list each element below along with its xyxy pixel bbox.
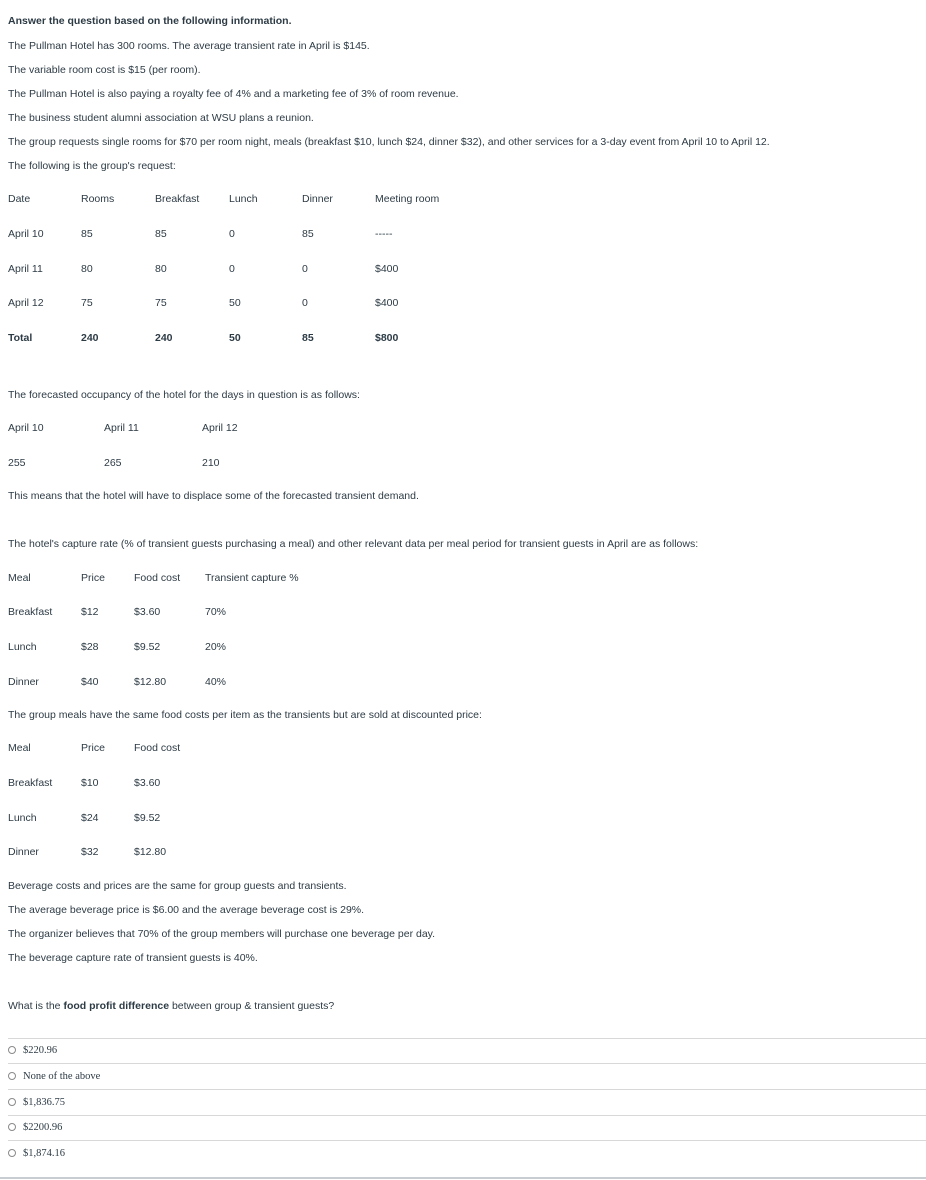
table-cell: 0 [302,297,308,309]
occupancy-value: 265 [104,457,122,469]
beverage-line: The average beverage price is $6.00 and the average beverage cost is 29%. [8,904,365,916]
transient-meals-intro: The hotel's capture rate (% of transient guests purchasing a meal) and other relevant data per meal period for transient guests in April are as follows: [8,538,699,550]
table-cell: Dinner [8,676,39,688]
table-total-cell: 240 [155,332,173,344]
beverage-line: Beverage costs and prices are the same for group guests and transients. [8,880,347,892]
table-cell: $400 [375,297,399,309]
table-total-cell: 240 [81,332,99,344]
radio-icon[interactable] [8,1046,16,1054]
table-cell: Lunch [8,641,37,653]
table-cell: $12.80 [134,846,167,858]
bottom-border [0,1177,926,1179]
question-heading: Answer the question based on the following information. [8,15,292,27]
answer-option[interactable] [8,1069,100,1083]
table-header: Meal [8,742,31,754]
intro-line: The Pullman Hotel has 300 rooms. The average transient rate in April is $145. [8,40,370,52]
option-divider [8,1063,926,1064]
table-cell: 40% [205,676,227,688]
radio-icon[interactable] [8,1098,16,1106]
radio-icon[interactable] [8,1123,16,1131]
table-cell: $3.60 [134,777,161,789]
answer-option-label: $220.96 [23,1044,58,1056]
table-cell: $9.52 [134,812,161,824]
table-cell: 0 [229,228,235,240]
table-cell: 0 [229,263,235,275]
intro-line: The variable room cost is $15 (per room). [8,64,201,76]
table-cell: $9.52 [134,641,161,653]
table-cell: $40 [81,676,99,688]
option-divider [8,1089,926,1090]
answer-option[interactable] [8,1095,65,1109]
table-header: Price [81,572,105,584]
table-cell: 75 [155,297,167,309]
intro-line: The business student alumni association at WSU plans a reunion. [8,112,314,124]
table-cell: April 10 [8,228,44,240]
table-cell: Lunch [8,812,37,824]
question-prefix: What is the [8,1000,64,1012]
intro-line: The group requests single rooms for $70 per room night, meals (breakfast $10, lunch $24, dinner $32), and other services for a 3-day event from April 10 to April 12. [8,136,770,148]
table-cell: 20% [205,641,227,653]
radio-icon[interactable] [8,1149,16,1157]
table-cell: 75 [81,297,93,309]
answer-option[interactable] [8,1043,57,1057]
option-divider [8,1140,926,1141]
table-header: Meal [8,572,31,584]
answer-option-label: $1,874.16 [23,1147,65,1159]
question-suffix: between group & transient guests? [169,1000,335,1012]
occupancy-date: April 10 [8,422,44,434]
intro-line: The following is the group's request: [8,160,176,172]
table-total-cell: 50 [229,332,241,344]
table-header: Food cost [134,572,181,584]
table-cell: 85 [81,228,93,240]
table-header: Lunch [229,193,258,205]
answer-option-label: $2200.96 [23,1121,63,1133]
table-header: Food cost [134,742,181,754]
table-cell: 85 [302,228,314,240]
table-header: Price [81,742,105,754]
option-divider [8,1115,926,1116]
occupancy-date: April 11 [104,422,139,434]
table-total-cell: Total [8,332,33,344]
occupancy-value: 255 [8,457,26,469]
table-cell: Dinner [8,846,39,858]
table-cell: $28 [81,641,99,653]
table-cell: $12 [81,606,99,618]
table-cell: 50 [229,297,241,309]
table-header: Dinner [302,193,333,205]
table-cell: $10 [81,777,99,789]
occupancy-date: April 12 [202,422,238,434]
table-cell: 80 [155,263,167,275]
table-cell: $24 [81,812,99,824]
table-cell: 85 [155,228,167,240]
occupancy-note: This means that the hotel will have to displace some of the forecasted transient demand. [8,490,419,502]
table-cell: 70% [205,606,227,618]
table-cell: Breakfast [8,777,53,789]
table-header: Meeting room [375,193,440,205]
option-divider [8,1038,926,1039]
table-cell: April 12 [8,297,44,309]
table-header: Date [8,193,31,205]
group-meals-intro: The group meals have the same food costs per item as the transients but are sold at discounted price: [8,709,482,721]
question-text [8,1000,334,1013]
beverage-line: The organizer believes that 70% of the group members will purchase one beverage per day. [8,928,436,940]
table-header: Rooms [81,193,115,205]
table-cell: $3.60 [134,606,161,618]
table-cell: $400 [375,263,399,275]
table-cell: $12.80 [134,676,167,688]
occupancy-value: 210 [202,457,220,469]
answer-option[interactable] [8,1120,62,1134]
table-cell: Breakfast [8,606,53,618]
table-cell: ----- [375,228,393,240]
answer-option-label: $1,836.75 [23,1096,65,1108]
intro-line: The Pullman Hotel is also paying a royalty fee of 4% and a marketing fee of 3% of room revenue. [8,88,459,100]
table-cell: 80 [81,263,93,275]
occupancy-intro: The forecasted occupancy of the hotel for the days in question is as follows: [8,389,360,401]
table-total-cell: $800 [375,332,399,344]
answer-option-label: None of the above [23,1070,101,1082]
beverage-line: The beverage capture rate of transient guests is 40%. [8,952,258,964]
table-header: Breakfast [155,193,200,205]
radio-icon[interactable] [8,1072,16,1080]
table-cell: April 11 [8,263,43,275]
question-bold: food profit difference [63,1000,170,1012]
table-cell: $32 [81,846,99,858]
answer-option[interactable] [8,1146,65,1160]
table-cell: 0 [302,263,308,275]
table-total-cell: 85 [302,332,314,344]
table-header: Transient capture % [205,572,299,584]
